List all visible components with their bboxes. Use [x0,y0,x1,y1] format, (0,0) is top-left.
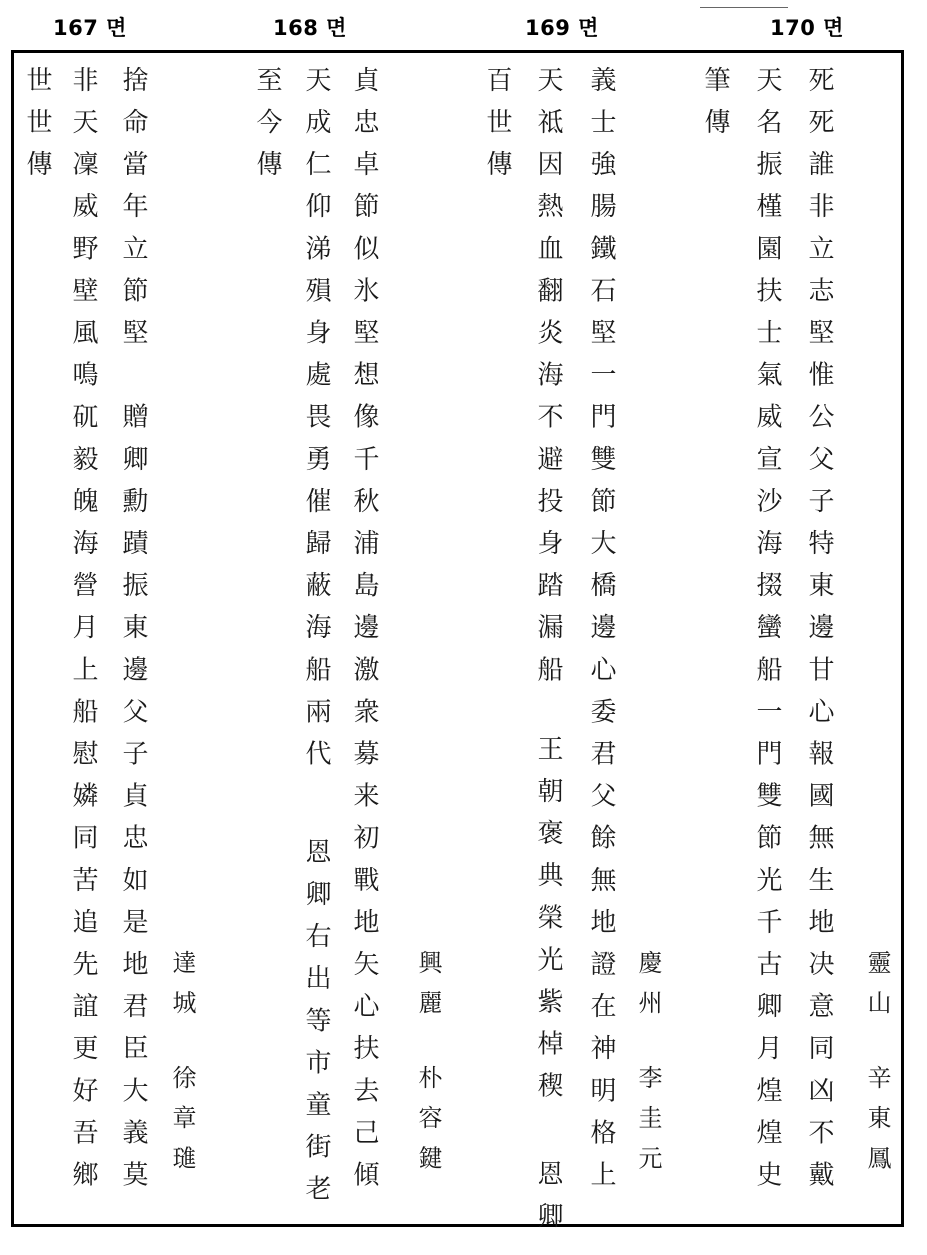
poem-line-168-3: 貞忠卓節似氷堅想像千秋浦島邊激衆募来初戰地矢心扶去己傾 [349,66,379,1203]
page-header-168: 168 면 [273,16,347,40]
author-place-170: 靈山 [863,950,891,1031]
poem-line-168-1: 至今傳 [252,66,282,193]
page-header-170: 170 면 [770,16,844,40]
poem-line-169-2: 天祗因熱血翻炎海不避投身踏漏船 [533,66,563,698]
author-name-168: 朴容鍵 [414,1065,442,1186]
poem-line-169-4: 恩卿 [533,1160,563,1245]
poem-line-167-2: 非天凜威野壁風鳴矹毅魄海營月上船慰嫾同苦追先誼更好吾鄉 [68,66,98,1203]
page-header-167: 167 면 [53,16,127,40]
poem-line-169-3: 王朝褒典榮光紫棹稧 [533,735,563,1114]
poem-line-168-4: 恩卿右出等市童街老 [301,838,331,1217]
poem-line-169-5: 義士強腸鐵石堅一門雙節大橋邊心委君父餘無地證在神明格上 [586,66,616,1203]
poem-line-170-2: 天名振槿園扶士氣威宣沙海掇蠻船一門雙節光千古卿月煌煌史 [752,66,782,1203]
poem-line-169-1: 百世傳 [482,66,512,193]
page-header-169: 169 면 [525,16,599,40]
poem-line-170-3: 死死誰非立志堅惟公父子特東邊甘心報國無生地决意同凶不戴 [804,66,834,1203]
author-place-168: 興麗 [414,950,442,1031]
author-name-169: 李圭元 [634,1065,662,1186]
poem-line-170-1: 筆傳 [700,66,730,151]
poem-line-168-2: 天成仁仰涕殞身處畏勇催歸蔽海船兩代 [301,66,331,782]
poem-line-167-1: 世世傳 [22,66,52,193]
author-name-167: 徐章璡 [168,1065,196,1186]
author-place-169: 慶州 [634,950,662,1031]
poem-line-167-3: 捨命當年立節堅 贈卿勳蹟振東邊父子貞忠如是地君臣大義莫 [118,66,148,1203]
author-place-167: 達城 [168,950,196,1031]
author-name-170: 辛東鳳 [863,1065,891,1186]
header-rule [700,7,788,8]
